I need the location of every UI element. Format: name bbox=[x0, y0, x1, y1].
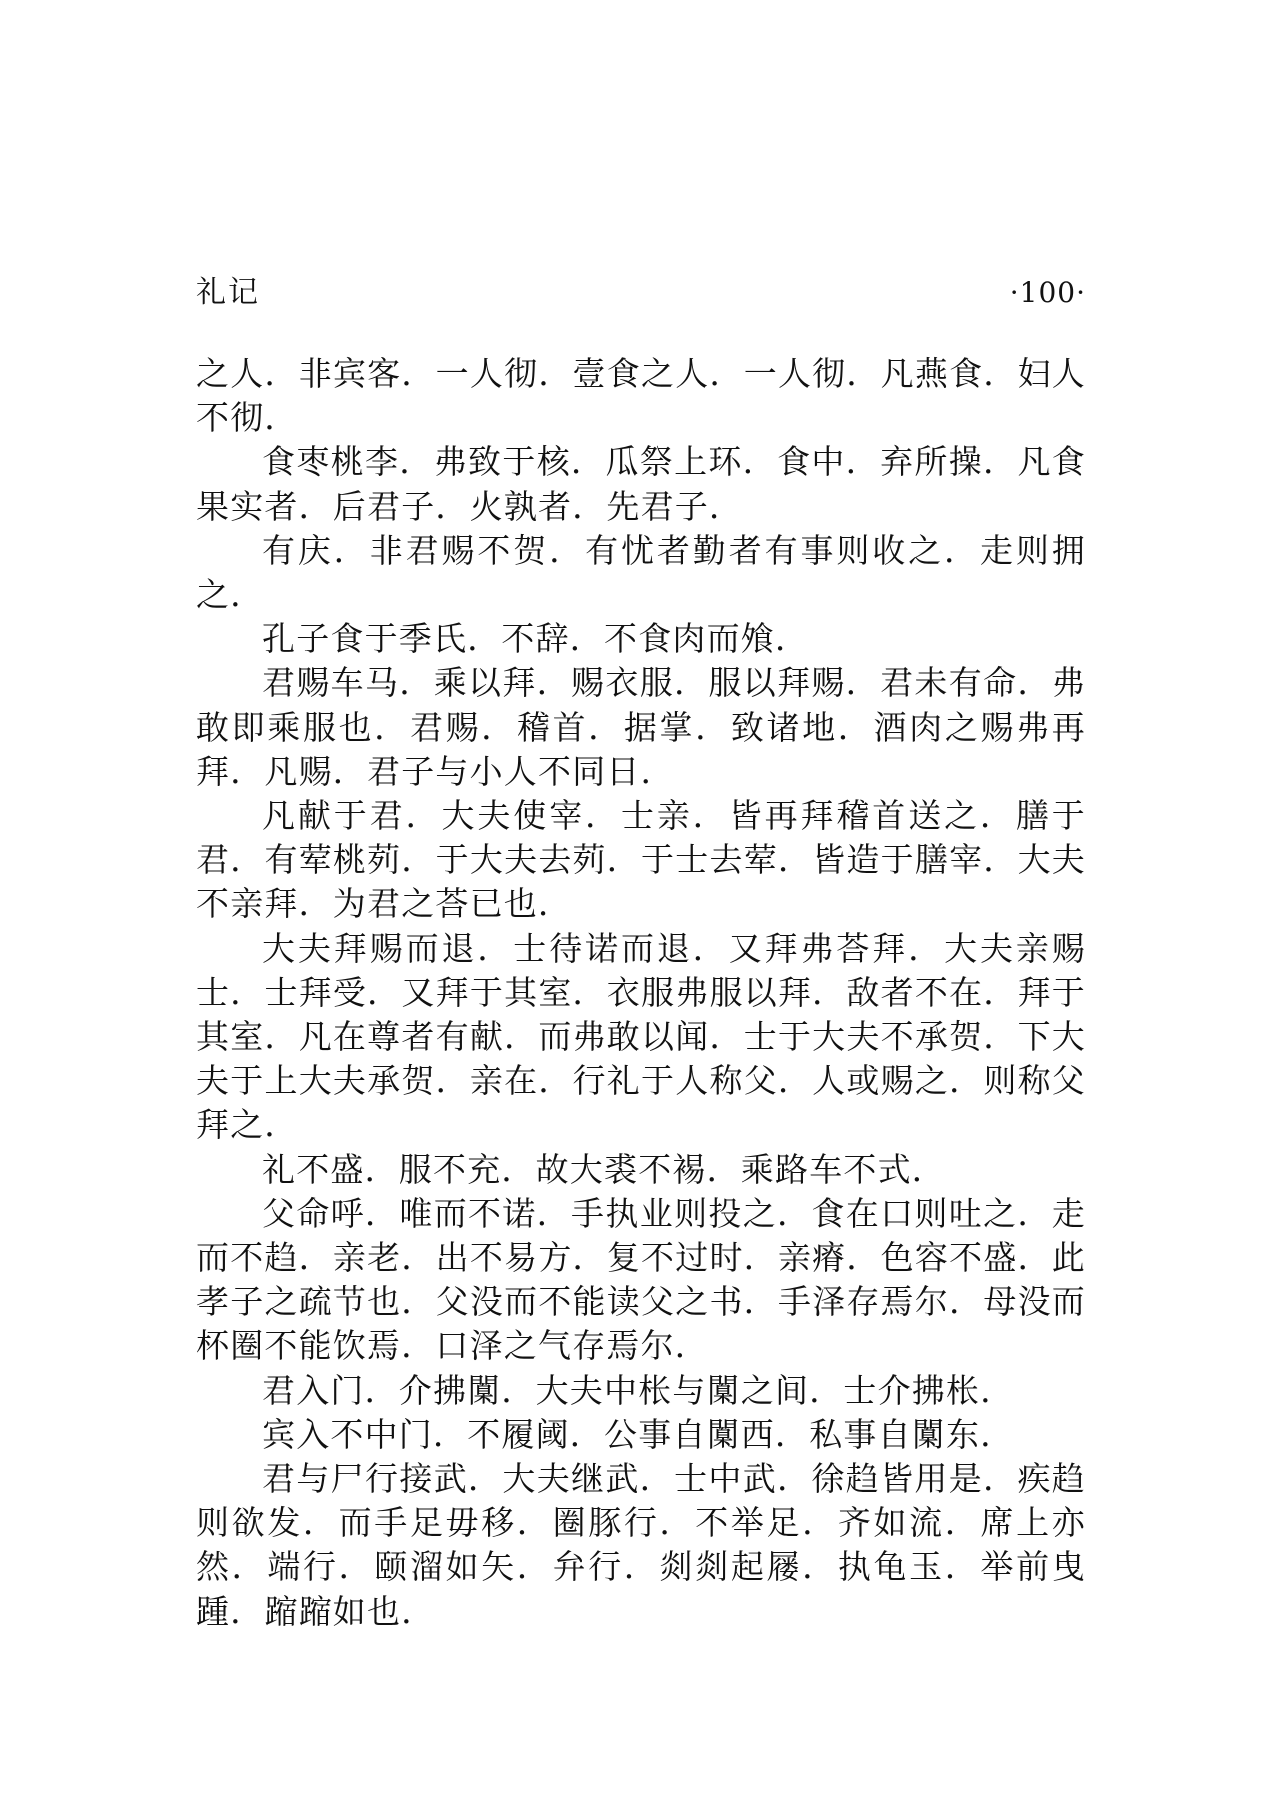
paragraph-12: 君与尸行接武．大夫继武．士中武．徐趋皆用是．疾趋则欲发．而手足毋移．圈豚行．不举足．齐如流．席上亦然．端行．颐溜如矢．弁行．剡剡起屦．执龟玉．举前曳踵．蹜蹜如也． bbox=[196, 1459, 1086, 1631]
paragraph-11: 宾入不中门．不履阈．公事自闑西．私事自闑东． bbox=[262, 1414, 1015, 1454]
paragraph-6: 凡献于君．大夫使宰．士亲．皆再拜稽首送之．膳于君．有荤桃茢．于大夫去茢．于士去荤．皆造于膳宰．大夫不亲拜．为君之荅已也． bbox=[196, 796, 1086, 924]
paragraph-8: 礼不盛．服不充．故大裘不裼．乘路车不式． bbox=[262, 1149, 946, 1189]
page-number: ·100· bbox=[1009, 276, 1086, 309]
paragraph-10: 君入门．介拂闑．大夫中枨与闑之间．士介拂枨． bbox=[262, 1370, 1015, 1410]
paragraph-7: 大夫拜赐而退．士待诺而退．又拜弗荅拜．大夫亲赐士．士拜受．又拜于其室．衣服弗服以拜．敌者不在．拜于其室．凡在尊者有献．而弗敢以闻．士于大夫不承贺．下大夫于上大夫承贺．亲在．行礼于人称父．人或赐之．则称父拜之． bbox=[196, 928, 1086, 1145]
paragraph-2: 食枣桃李．弗致于核．瓜祭上环．食中．弃所操．凡食果实者．后君子．火孰者．先君子． bbox=[196, 442, 1086, 526]
paragraph-4: 孔子食于季氏．不辞．不食肉而飧． bbox=[262, 619, 810, 659]
paragraph-1: 之人．非宾客．一人彻．壹食之人．一人彻．凡燕食．妇人不彻． bbox=[196, 354, 1086, 438]
paragraph-9: 父命呼．唯而不诺．手执业则投之．食在口则吐之．走而不趋．亲老．出不易方．复不过时．亲瘠．色容不盛．此孝子之疏节也．父没而不能读父之书．手泽存焉尔．母没而杯圈不能饮焉．口泽之气存焉尔． bbox=[196, 1193, 1086, 1366]
page-header bbox=[196, 270, 1086, 320]
paragraph-3: 有庆．非君赐不贺．有忧者勤者有事则收之．走则拥之． bbox=[196, 530, 1086, 615]
paragraph-5: 君赐车马．乘以拜．赐衣服．服以拜赐．君未有命．弗敢即乘服也．君赐．稽首．据掌．致诸地．酒肉之赐弗再拜．凡赐．君子与小人不同日． bbox=[196, 663, 1086, 791]
body-text bbox=[196, 352, 1086, 1634]
book-title: 礼记 bbox=[196, 275, 260, 310]
